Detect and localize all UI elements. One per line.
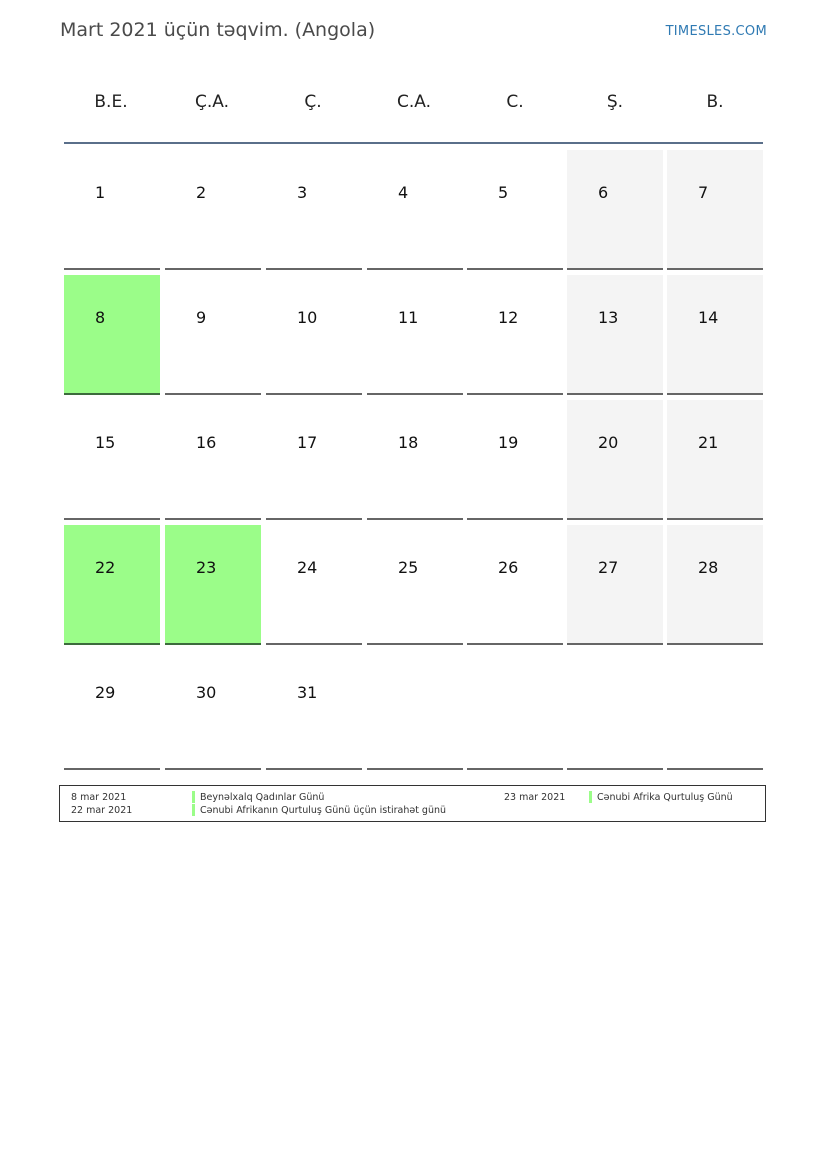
day-cell[interactable] xyxy=(64,150,160,270)
day-number: 4 xyxy=(398,183,409,202)
day-cell[interactable] xyxy=(467,400,563,520)
day-number: 30 xyxy=(196,683,217,702)
weekday-label: Ç. xyxy=(304,92,322,112)
day-number: 8 xyxy=(95,308,106,327)
day-number: 6 xyxy=(598,183,609,202)
day-number: 10 xyxy=(297,308,318,327)
weekday-label: B.E. xyxy=(94,92,128,112)
day-number: 20 xyxy=(598,433,619,452)
day-cell[interactable] xyxy=(367,400,463,520)
day-number: 12 xyxy=(498,308,519,327)
legend-date: 23 mar 2021 xyxy=(504,792,566,803)
day-cell xyxy=(367,650,463,770)
day-cell[interactable] xyxy=(165,400,261,520)
day-cell[interactable] xyxy=(667,525,763,645)
day-number: 22 xyxy=(95,558,116,577)
day-cell[interactable] xyxy=(266,650,362,770)
day-cell[interactable] xyxy=(367,275,463,395)
day-number: 27 xyxy=(598,558,619,577)
day-cell xyxy=(467,650,563,770)
day-number: 17 xyxy=(297,433,318,452)
day-cell xyxy=(667,650,763,770)
day-number: 7 xyxy=(698,183,709,202)
day-number: 3 xyxy=(297,183,308,202)
day-number: 15 xyxy=(95,433,116,452)
day-cell[interactable] xyxy=(165,275,261,395)
day-cell[interactable] xyxy=(266,150,362,270)
day-cell[interactable] xyxy=(64,650,160,770)
day-number: 1 xyxy=(95,183,106,202)
legend-color-marker xyxy=(589,791,592,803)
day-number: 19 xyxy=(498,433,519,452)
page-title: Mart 2021 üçün təqvim. (Angola) xyxy=(60,19,376,41)
legend-date: 8 mar 2021 xyxy=(71,792,127,803)
weekday-label: Ş. xyxy=(606,92,624,112)
day-number: 21 xyxy=(698,433,719,452)
day-cell[interactable] xyxy=(467,525,563,645)
day-cell[interactable] xyxy=(64,400,160,520)
day-number: 18 xyxy=(398,433,419,452)
legend-color-marker xyxy=(192,791,195,803)
day-cell[interactable] xyxy=(667,400,763,520)
day-cell[interactable] xyxy=(165,650,261,770)
legend-holiday-name: Cənubi Afrikanın Qurtuluş Günü üçün istirahət günü xyxy=(200,805,447,816)
day-cell[interactable] xyxy=(165,150,261,270)
day-number: 23 xyxy=(196,558,217,577)
day-cell[interactable] xyxy=(266,400,362,520)
day-cell[interactable] xyxy=(467,275,563,395)
day-number: 2 xyxy=(196,183,207,202)
holiday-legend xyxy=(59,785,766,822)
holiday-day-cell[interactable] xyxy=(64,525,160,645)
holiday-day-cell[interactable] xyxy=(64,275,160,395)
weekday-label: Ç.A. xyxy=(194,92,229,112)
legend-date: 22 mar 2021 xyxy=(71,805,133,816)
legend-holiday-name: Cənubi Afrika Qurtuluş Günü xyxy=(597,792,733,803)
day-number: 13 xyxy=(598,308,619,327)
day-cell[interactable] xyxy=(567,150,663,270)
day-cell[interactable] xyxy=(567,275,663,395)
day-cell[interactable] xyxy=(367,525,463,645)
day-number: 5 xyxy=(498,183,509,202)
day-number: 14 xyxy=(698,308,719,327)
weekday-label: B. xyxy=(706,92,724,112)
day-number: 25 xyxy=(398,558,419,577)
day-cell xyxy=(567,650,663,770)
day-number: 28 xyxy=(698,558,719,577)
day-cell[interactable] xyxy=(667,275,763,395)
day-cell[interactable] xyxy=(367,150,463,270)
day-cell[interactable] xyxy=(467,150,563,270)
day-number: 11 xyxy=(398,308,419,327)
holiday-day-cell[interactable] xyxy=(165,525,261,645)
legend-color-marker xyxy=(192,804,195,816)
brand-link[interactable]: TIMESLES.COM xyxy=(665,24,767,39)
day-number: 9 xyxy=(196,308,207,327)
day-cell[interactable] xyxy=(567,400,663,520)
weekday-label: C.A. xyxy=(396,92,431,112)
day-number: 24 xyxy=(297,558,318,577)
day-number: 29 xyxy=(95,683,116,702)
legend-holiday-name: Beynəlxalq Qadınlar Günü xyxy=(200,792,325,803)
day-number: 16 xyxy=(196,433,217,452)
weekday-label: C. xyxy=(506,92,524,112)
day-cell[interactable] xyxy=(266,525,362,645)
day-cell[interactable] xyxy=(266,275,362,395)
day-cell[interactable] xyxy=(567,525,663,645)
day-number: 31 xyxy=(297,683,318,702)
day-number: 26 xyxy=(498,558,519,577)
day-cell[interactable] xyxy=(667,150,763,270)
